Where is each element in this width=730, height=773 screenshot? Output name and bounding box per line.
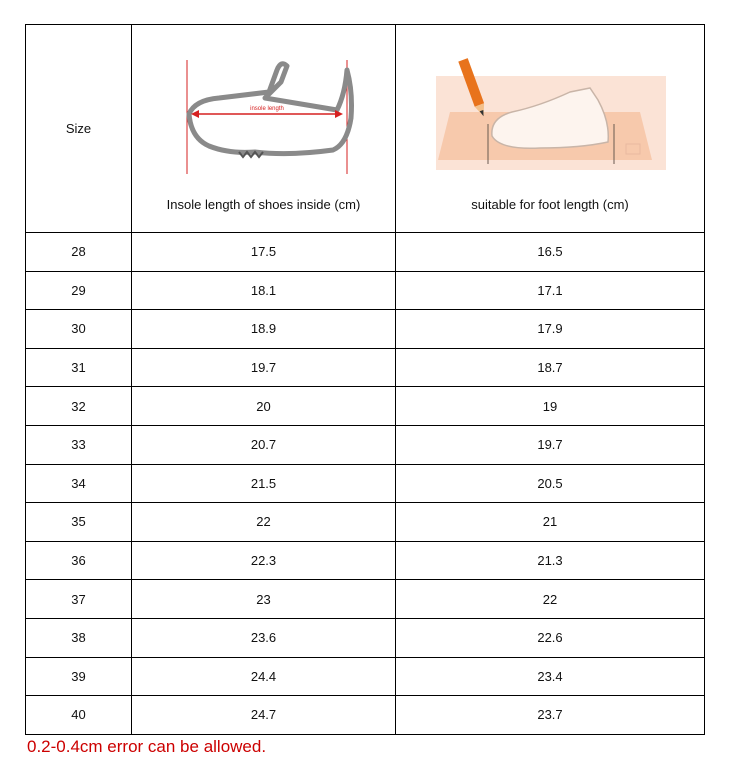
foot-cell: 17.1	[396, 271, 705, 310]
header-row	[26, 25, 705, 233]
header-size-cell	[26, 25, 132, 233]
insole-cell: 18.1	[132, 271, 396, 310]
size-cell: 39	[26, 657, 132, 696]
table-row	[26, 310, 705, 349]
foot-cell: 17.9	[396, 310, 705, 349]
size-cell: 36	[26, 541, 132, 580]
insole-cell: 20	[132, 387, 396, 426]
foot-cell: 22	[396, 580, 705, 619]
size-cell: 31	[26, 348, 132, 387]
size-cell: 38	[26, 618, 132, 657]
foot-cell: 23.4	[396, 657, 705, 696]
size-cell: 37	[26, 580, 132, 619]
insole-cell: 24.4	[132, 657, 396, 696]
table-row	[26, 425, 705, 464]
size-cell: 32	[26, 387, 132, 426]
insole-cell: 24.7	[132, 696, 396, 735]
table-row	[26, 348, 705, 387]
insole-cell: 17.5	[132, 233, 396, 272]
foot-cell: 20.5	[396, 464, 705, 503]
foot-illustration	[396, 46, 704, 187]
table-row	[26, 464, 705, 503]
foot-cell: 21.3	[396, 541, 705, 580]
insole-cell: 21.5	[132, 464, 396, 503]
header-insole-cell	[132, 25, 396, 233]
insole-cell: 22	[132, 503, 396, 542]
insole-cell: 23	[132, 580, 396, 619]
table-row	[26, 696, 705, 735]
foot-cell: 21	[396, 503, 705, 542]
foot-cell: 23.7	[396, 696, 705, 735]
size-cell: 33	[26, 425, 132, 464]
table-row	[26, 503, 705, 542]
shoe-insole-measure-icon	[169, 52, 359, 177]
foot-cell: 18.7	[396, 348, 705, 387]
table-row	[26, 233, 705, 272]
size-cell: 30	[26, 310, 132, 349]
table-row	[26, 580, 705, 619]
insole-cell: 20.7	[132, 425, 396, 464]
foot-cell: 16.5	[396, 233, 705, 272]
foot-cell: 19	[396, 387, 705, 426]
size-cell: 40	[26, 696, 132, 735]
tolerance-note: 0.2-0.4cm error can be allowed.	[27, 737, 267, 756]
size-chart-table	[25, 24, 705, 735]
foot-measure-icon	[430, 52, 670, 177]
insole-cell: 22.3	[132, 541, 396, 580]
insole-cell: 19.7	[132, 348, 396, 387]
table-row	[26, 271, 705, 310]
foot-cell: 19.7	[396, 425, 705, 464]
size-cell: 29	[26, 271, 132, 310]
table-row	[26, 387, 705, 426]
size-cell: 28	[26, 233, 132, 272]
table-row	[26, 657, 705, 696]
illustration-label: insole length	[249, 105, 284, 112]
table-row	[26, 541, 705, 580]
header-foot-cell	[396, 25, 705, 233]
header-foot-label: suitable for foot length (cm)	[471, 196, 629, 212]
header-size-label: Size	[65, 121, 92, 136]
foot-cell: 22.6	[396, 618, 705, 657]
header-insole-label: Insole length of shoes inside (cm)	[166, 196, 361, 212]
insole-cell: 23.6	[132, 618, 396, 657]
insole-cell: 18.9	[132, 310, 396, 349]
size-cell: 34	[26, 464, 132, 503]
size-cell: 35	[26, 503, 132, 542]
insole-illustration	[132, 46, 395, 187]
table-row	[26, 618, 705, 657]
